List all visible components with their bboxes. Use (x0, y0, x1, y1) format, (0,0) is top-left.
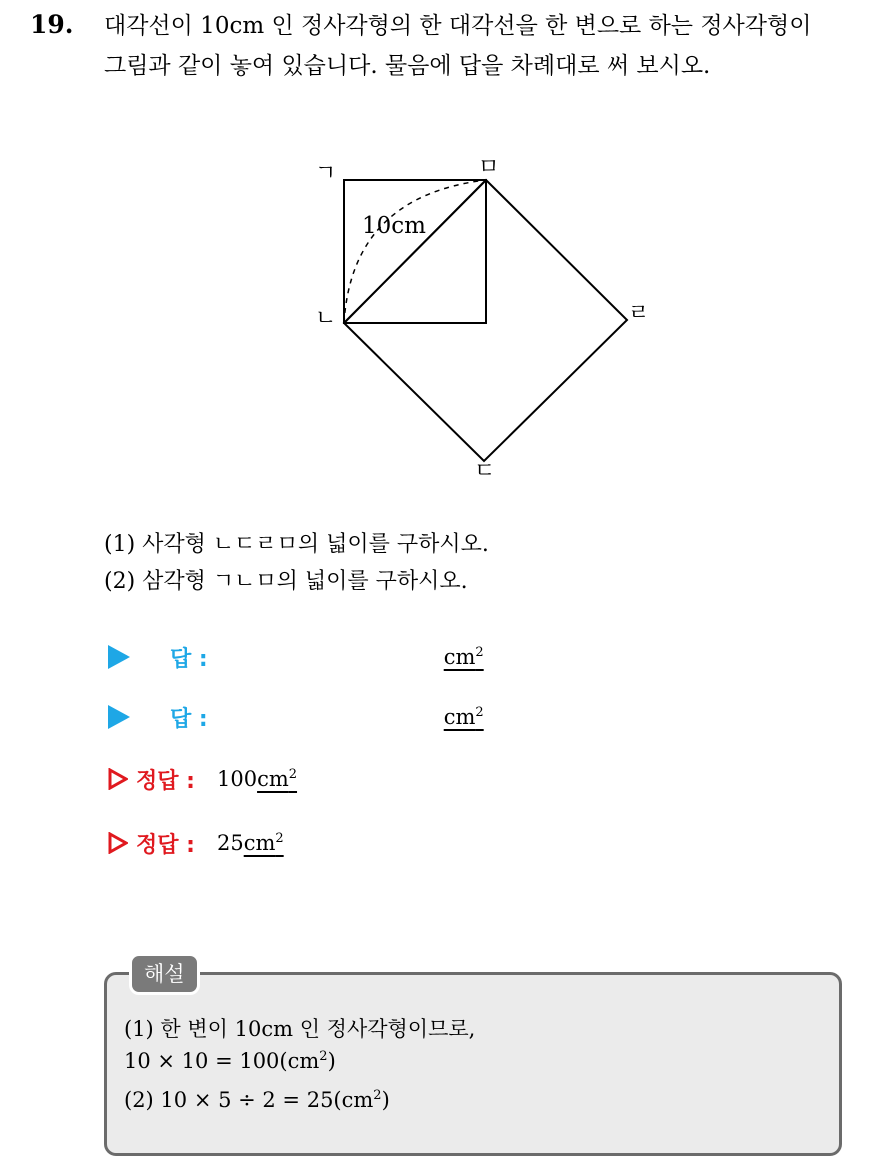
play-arrow-icon (108, 645, 130, 669)
label-nieun: ㄴ (315, 306, 337, 331)
answer-row-2 (108, 700, 484, 734)
subquestion-2: (2) 삼각형 ㄱㄴㅁ의 넓이를 구하시오. (104, 569, 468, 594)
answer-row-1 (108, 640, 484, 674)
correct-answer-row-1 (108, 762, 297, 796)
explanation-line-1: (1) 한 변이 10cm 인 정사각형이므로, (124, 1017, 476, 1041)
label-giyeok: ㄱ (315, 161, 337, 186)
label-mieum: ㅁ (478, 155, 500, 180)
label-digeut: ㄷ (474, 459, 496, 484)
explanation-line-2: $10 \times 10 = 100(cm^2)$ (124, 1049, 336, 1073)
question-text-line2: 그림과 같이 놓여 있습니다. 물음에 답을 차례대로 써 보시오. (104, 53, 711, 79)
answer-label: 답 : (170, 646, 208, 672)
correct-answer-value: 25 (216, 831, 244, 855)
correct-answer-label: 정답 : (136, 768, 195, 794)
answer-unit: $cm^2$ (443, 645, 484, 669)
correct-answer-unit: $cm^2$ (243, 831, 284, 855)
correct-answer-unit: $cm^2$ (257, 767, 298, 791)
play-arrow-icon (108, 705, 130, 729)
correct-answer-row-2 (108, 826, 284, 860)
explanation-tag: 해설 (129, 953, 200, 995)
answer-unit: $cm^2$ (443, 705, 484, 729)
question-text-line1: 대각선이 10cm 인 정사각형의 한 대각선을 한 변으로 하는 정사각형이 (104, 13, 812, 39)
diagonal-length-label: 10cm (362, 213, 426, 239)
outline-triangle-icon (108, 768, 128, 790)
explanation-line-3: (2) $10 \times 5 \div 2 = 25(cm^2)$ (124, 1088, 390, 1112)
correct-answer-label: 정답 : (136, 832, 195, 858)
answer-label: 답 : (170, 706, 208, 732)
outline-triangle-icon (108, 832, 128, 854)
correct-answer-value: 100 (216, 767, 258, 791)
subquestion-1: (1) 사각형 ㄴㄷㄹㅁ의 넓이를 구하시오. (104, 532, 489, 557)
geometry-figure (0, 0, 884, 500)
label-rieul: ㄹ (628, 301, 650, 326)
question-number: 19. (30, 10, 74, 39)
